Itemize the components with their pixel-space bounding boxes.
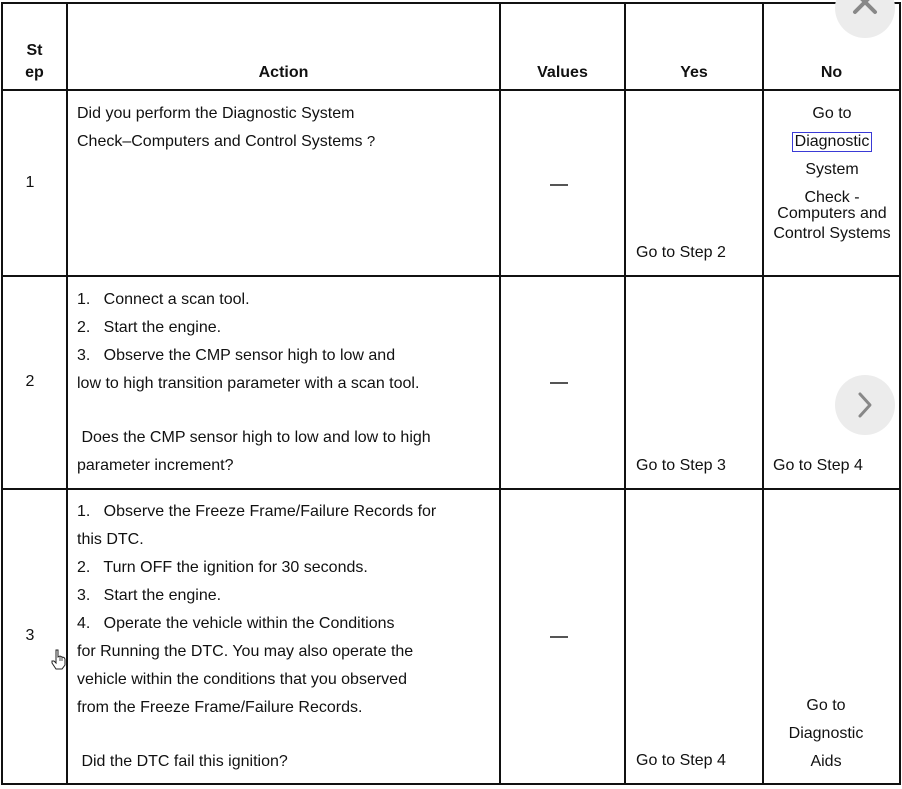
action-line: from the Freeze Frame/Failure Records. — [77, 699, 363, 716]
table-border-bottom — [1, 783, 901, 785]
spacer — [77, 722, 436, 748]
header-step-line2: ep — [25, 64, 44, 81]
value-text — [550, 626, 566, 644]
value-text — [550, 174, 566, 192]
no-line: Computers and — [777, 205, 887, 222]
action-line: low to high transition parameter with a scan tool. — [77, 375, 420, 392]
value-text — [550, 372, 566, 390]
yes-link[interactable]: Go to Step 4 — [636, 752, 726, 769]
action-line: 3. Start the engine. — [77, 587, 222, 604]
action-text — [77, 286, 431, 480]
header-no: No — [820, 64, 843, 81]
no-line-wrap — [764, 128, 900, 156]
action-line — [77, 128, 375, 156]
header-yes: Yes — [680, 64, 708, 81]
row-divider — [1, 488, 901, 490]
action-question: Did the DTC fail this ignition? — [77, 753, 288, 770]
no-line: Control Systems — [773, 225, 891, 242]
action-line: 1. Connect a scan tool. — [77, 291, 250, 308]
no-line: Go to — [806, 697, 846, 714]
action-line: 1. Observe the Freeze Frame/Failure Records for — [77, 503, 437, 520]
header-values: Values — [537, 64, 588, 81]
column-divider — [624, 2, 626, 785]
diagnostic-link[interactable]: Diagnostic — [792, 132, 873, 152]
no-link[interactable] — [764, 692, 888, 776]
no-line: Go to — [812, 105, 852, 122]
next-button[interactable] — [835, 375, 895, 435]
close-button[interactable] — [835, 0, 895, 38]
action-line: this DTC. — [77, 531, 144, 548]
close-icon — [835, 0, 895, 38]
table-border-left — [1, 2, 3, 785]
action-text — [77, 498, 436, 776]
action-line: for Running the DTC. You may also operate the — [77, 643, 414, 660]
action-line: 2. Turn OFF the ignition for 30 seconds. — [77, 559, 368, 576]
no-link[interactable] — [764, 100, 900, 244]
action-line: 4. Operate the vehicle within the Conditions — [77, 615, 395, 632]
column-divider — [499, 2, 501, 785]
action-text — [77, 100, 375, 156]
chevron-right-icon — [835, 375, 895, 435]
question-mark: ? — [366, 133, 376, 150]
header-divider — [1, 89, 901, 91]
no-line: Aids — [810, 753, 842, 770]
action-line: 3. Observe the CMP sensor high to low and — [77, 347, 396, 364]
yes-link[interactable]: Go to Step 2 — [636, 244, 726, 261]
action-line: vehicle within the conditions that you observed — [77, 671, 407, 688]
yes-link[interactable]: Go to Step 3 — [636, 457, 726, 474]
step-number: 3 — [25, 627, 35, 644]
action-question: parameter increment? — [77, 457, 234, 474]
hand-pointer-icon — [51, 649, 67, 671]
action-line: Did you perform the Diagnostic System — [77, 105, 355, 122]
step-number: 2 — [25, 373, 35, 390]
table-border-top — [1, 2, 901, 4]
no-line: Diagnostic — [788, 725, 864, 742]
step-number: 1 — [25, 174, 35, 191]
header-step — [3, 40, 66, 84]
header-action: Action — [258, 64, 309, 81]
row-divider — [1, 275, 901, 277]
action-line: 2. Start the engine. — [77, 319, 222, 336]
action-line-text: Check–Computers and Control Systems — [77, 133, 363, 150]
no-line: Check - — [804, 189, 860, 206]
no-link[interactable]: Go to Step 4 — [773, 457, 863, 474]
no-line: System — [805, 161, 859, 178]
action-question: Does the CMP sensor high to low and low to high — [77, 429, 431, 446]
spacer — [77, 398, 431, 424]
header-step-line1: St — [26, 42, 43, 59]
